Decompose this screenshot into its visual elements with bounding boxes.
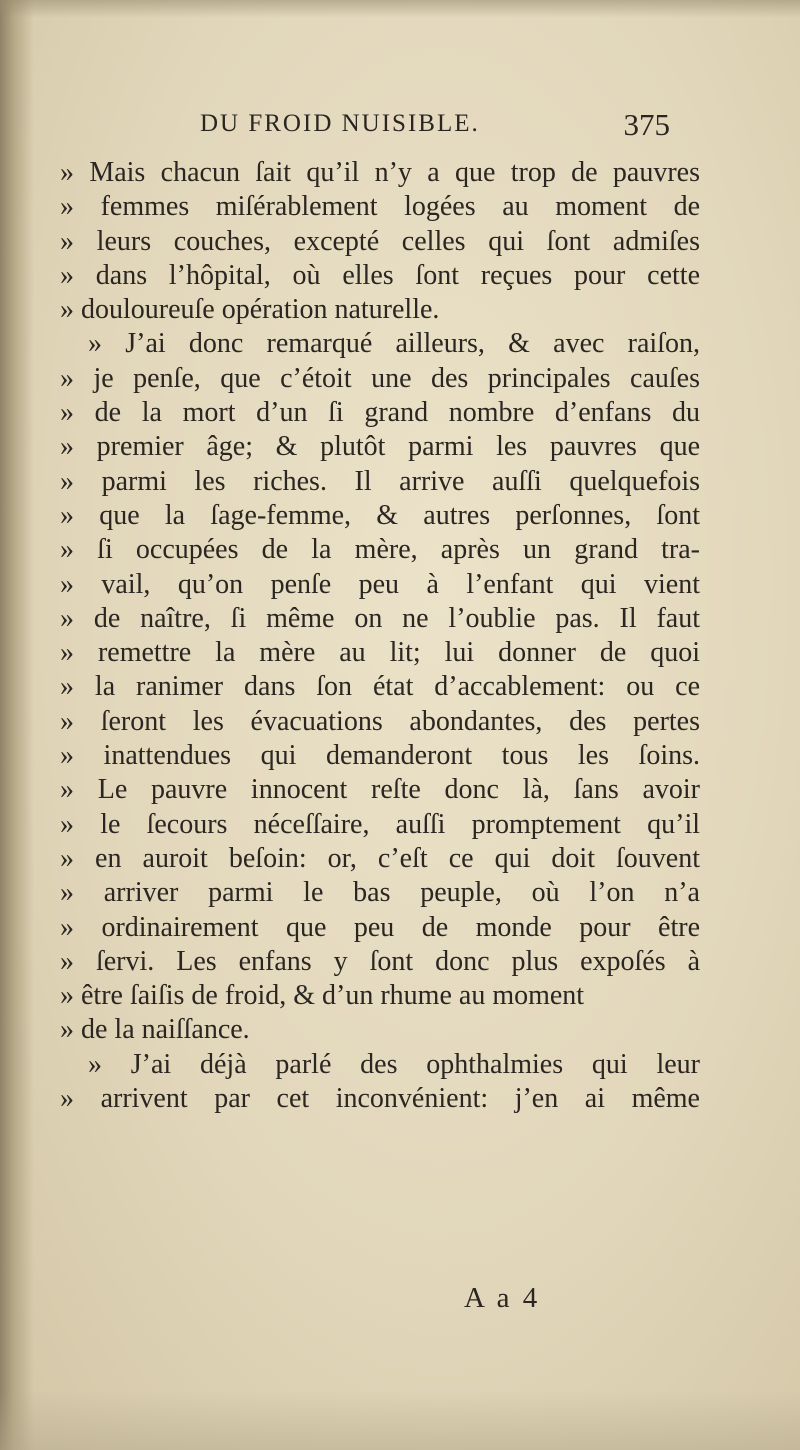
text-line: » remettre la mère au lit; lui donner de quoi bbox=[60, 637, 700, 669]
text-line: » arriver parmi le bas peuple, où l’on n’a bbox=[60, 877, 700, 909]
bottom-edge-shade bbox=[0, 1390, 800, 1450]
text-line: » la ranimer dans ſon état d’accablement: ou ce bbox=[60, 671, 700, 703]
text-line: » ſi occupées de la mère, après un grand tra- bbox=[60, 534, 700, 566]
text-line: » le ſecours néceſſaire, auſſi promptement qu’il bbox=[60, 808, 700, 840]
text-line: » ſeront les évacuations abondantes, des pertes bbox=[60, 705, 700, 737]
text-line: » de la mort d’un ſi grand nombre d’enfans du bbox=[60, 397, 700, 429]
text-line: » ſervi. Les enfans y ſont donc plus expoſés à bbox=[60, 945, 700, 977]
text-line: » J’ai déjà parlé des ophthalmies qui leur bbox=[88, 1048, 700, 1080]
text-line: » en auroit beſoin: or, c’eſt ce qui doit ſouvent bbox=[60, 842, 700, 874]
running-title: DU FROID NUISIBLE. bbox=[200, 110, 480, 137]
signature-mark: A a 4 bbox=[464, 1282, 541, 1314]
binding-shadow bbox=[0, 0, 34, 1450]
running-head bbox=[200, 107, 670, 150]
text-line: » Le pauvre innocent reſte donc là, ſans avoir bbox=[60, 774, 700, 806]
text-line: » douloureuſe opération naturelle. bbox=[60, 294, 440, 326]
text-line: » parmi les riches. Il arrive auſſi quelquefois bbox=[60, 465, 700, 497]
text-line: » femmes miſérablement logées au moment de bbox=[60, 191, 700, 223]
text-line: » que la ſage-femme, & autres perſonnes, ſont bbox=[60, 499, 700, 531]
top-edge-shadow bbox=[0, 0, 800, 18]
text-line: » de naître, ſi même on ne l’oublie pas. Il faut bbox=[60, 602, 700, 634]
text-line: » dans l’hôpital, où elles ſont reçues pour cette bbox=[60, 259, 700, 291]
text-line: » vail, qu’on penſe peu à l’enfant qui vient bbox=[60, 568, 700, 600]
text-line: » inattendues qui demanderont tous les ſoins. bbox=[60, 740, 700, 772]
page-number: 375 bbox=[623, 107, 670, 142]
text-line: » leurs couches, excepté celles qui ſont admiſes bbox=[60, 225, 700, 257]
text-line: » je penſe, que c’étoit une des principales cauſes bbox=[60, 362, 700, 394]
text-line: » Mais chacun ſait qu’il n’y a que trop de pauvres bbox=[60, 157, 700, 188]
text-line: » arrivent par cet inconvénient: j’en ai même bbox=[60, 1083, 700, 1115]
text-line: » de la naiſſance. bbox=[60, 1014, 250, 1046]
body-text bbox=[60, 156, 700, 1116]
text-line: » premier âge; & plutôt parmi les pauvres que bbox=[60, 431, 700, 463]
text-line: » ordinairement que peu de monde pour être bbox=[60, 911, 700, 943]
text-line: » J’ai donc remarqué ailleurs, & avec raiſon, bbox=[88, 328, 700, 360]
text-line: » être ſaiſis de froid, & d’un rhume au moment bbox=[60, 980, 585, 1012]
